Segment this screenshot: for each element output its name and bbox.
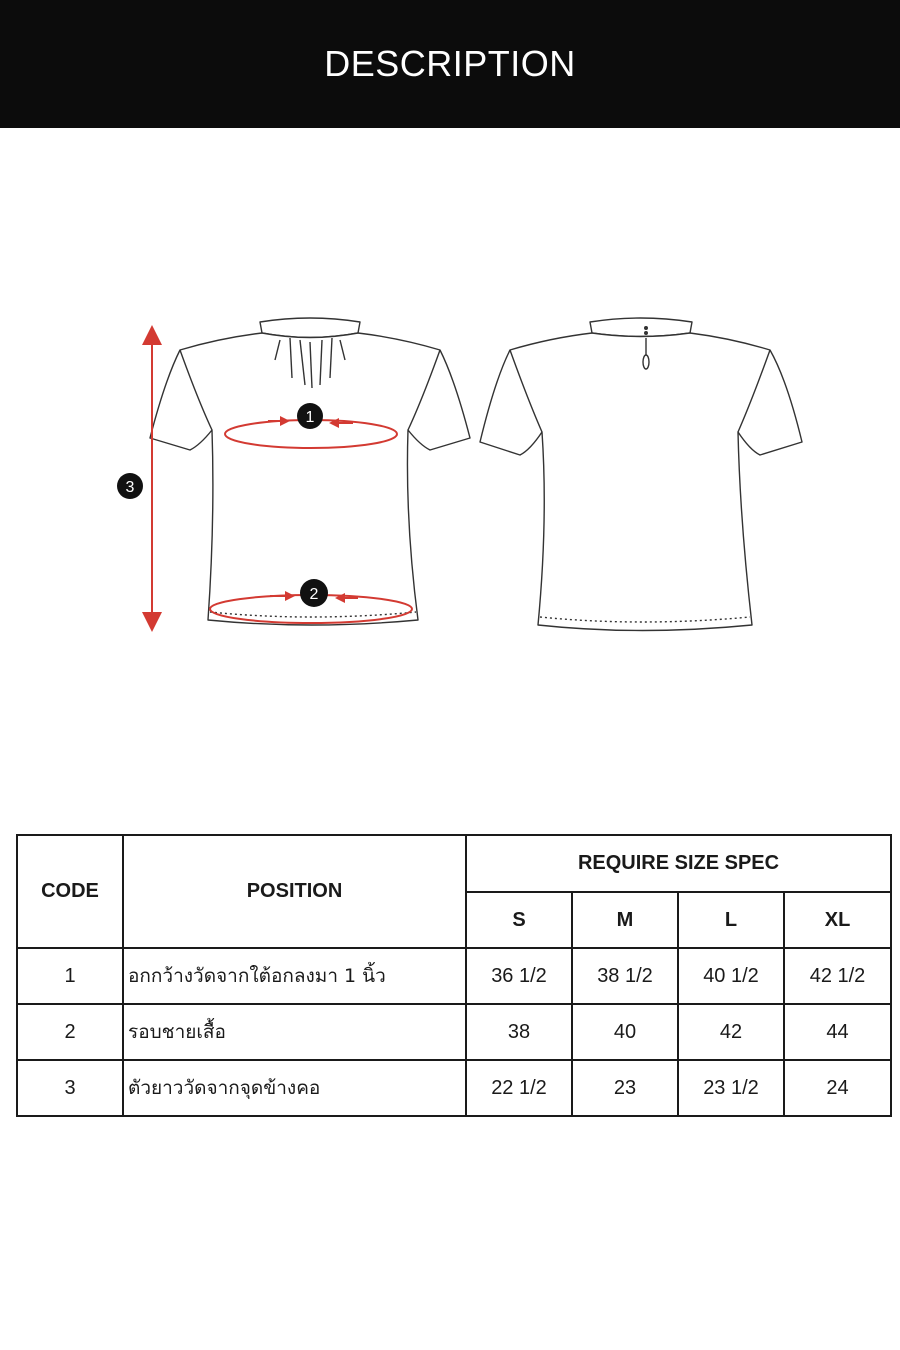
marker-1 — [297, 403, 323, 429]
row-value-l: 42 — [678, 1004, 784, 1060]
table-row — [17, 1060, 891, 1116]
position-header: POSITION — [123, 835, 466, 948]
row-value-s: 36 1/2 — [466, 948, 572, 1004]
length-arrow-top — [142, 325, 162, 345]
row-value-m: 40 — [572, 1004, 678, 1060]
svg-text:1: 1 — [305, 409, 315, 426]
row-code: 2 — [17, 1004, 123, 1060]
front-view-drawing — [150, 318, 470, 625]
size-header-m: M — [572, 892, 678, 948]
svg-text:2: 2 — [309, 586, 319, 603]
row-value-s: 22 1/2 — [466, 1060, 572, 1116]
row-value-l: 40 1/2 — [678, 948, 784, 1004]
svg-text:3: 3 — [125, 479, 135, 496]
row-value-m: 38 1/2 — [572, 948, 678, 1004]
size-spec-header: REQUIRE SIZE SPEC — [466, 835, 891, 892]
row-position: อกกว้างวัดจากใต้อกลงมา 1 นิ้ว — [123, 948, 466, 1004]
marker-3 — [117, 473, 143, 499]
row-value-l: 23 1/2 — [678, 1060, 784, 1116]
page-title: DESCRIPTION — [324, 43, 576, 84]
table-row — [17, 948, 891, 1004]
garment-illustration — [0, 300, 900, 660]
size-header-s: S — [466, 892, 572, 948]
size-header-xl: XL — [784, 892, 891, 948]
table-row — [17, 1004, 891, 1060]
row-code: 3 — [17, 1060, 123, 1116]
row-value-m: 23 — [572, 1060, 678, 1116]
back-view-drawing — [480, 318, 802, 631]
row-position: รอบชายเสื้อ — [123, 1004, 466, 1060]
size-header-l: L — [678, 892, 784, 948]
row-position: ตัวยาววัดจากจุดข้างคอ — [123, 1060, 466, 1116]
row-value-s: 38 — [466, 1004, 572, 1060]
size-spec-table — [16, 834, 892, 1117]
marker-2 — [300, 579, 328, 607]
header-bar — [0, 0, 900, 128]
row-value-xl: 42 1/2 — [784, 948, 891, 1004]
row-code: 1 — [17, 948, 123, 1004]
row-value-xl: 44 — [784, 1004, 891, 1060]
row-value-xl: 24 — [784, 1060, 891, 1116]
length-arrow-bottom — [142, 612, 162, 632]
code-header: CODE — [17, 835, 123, 948]
